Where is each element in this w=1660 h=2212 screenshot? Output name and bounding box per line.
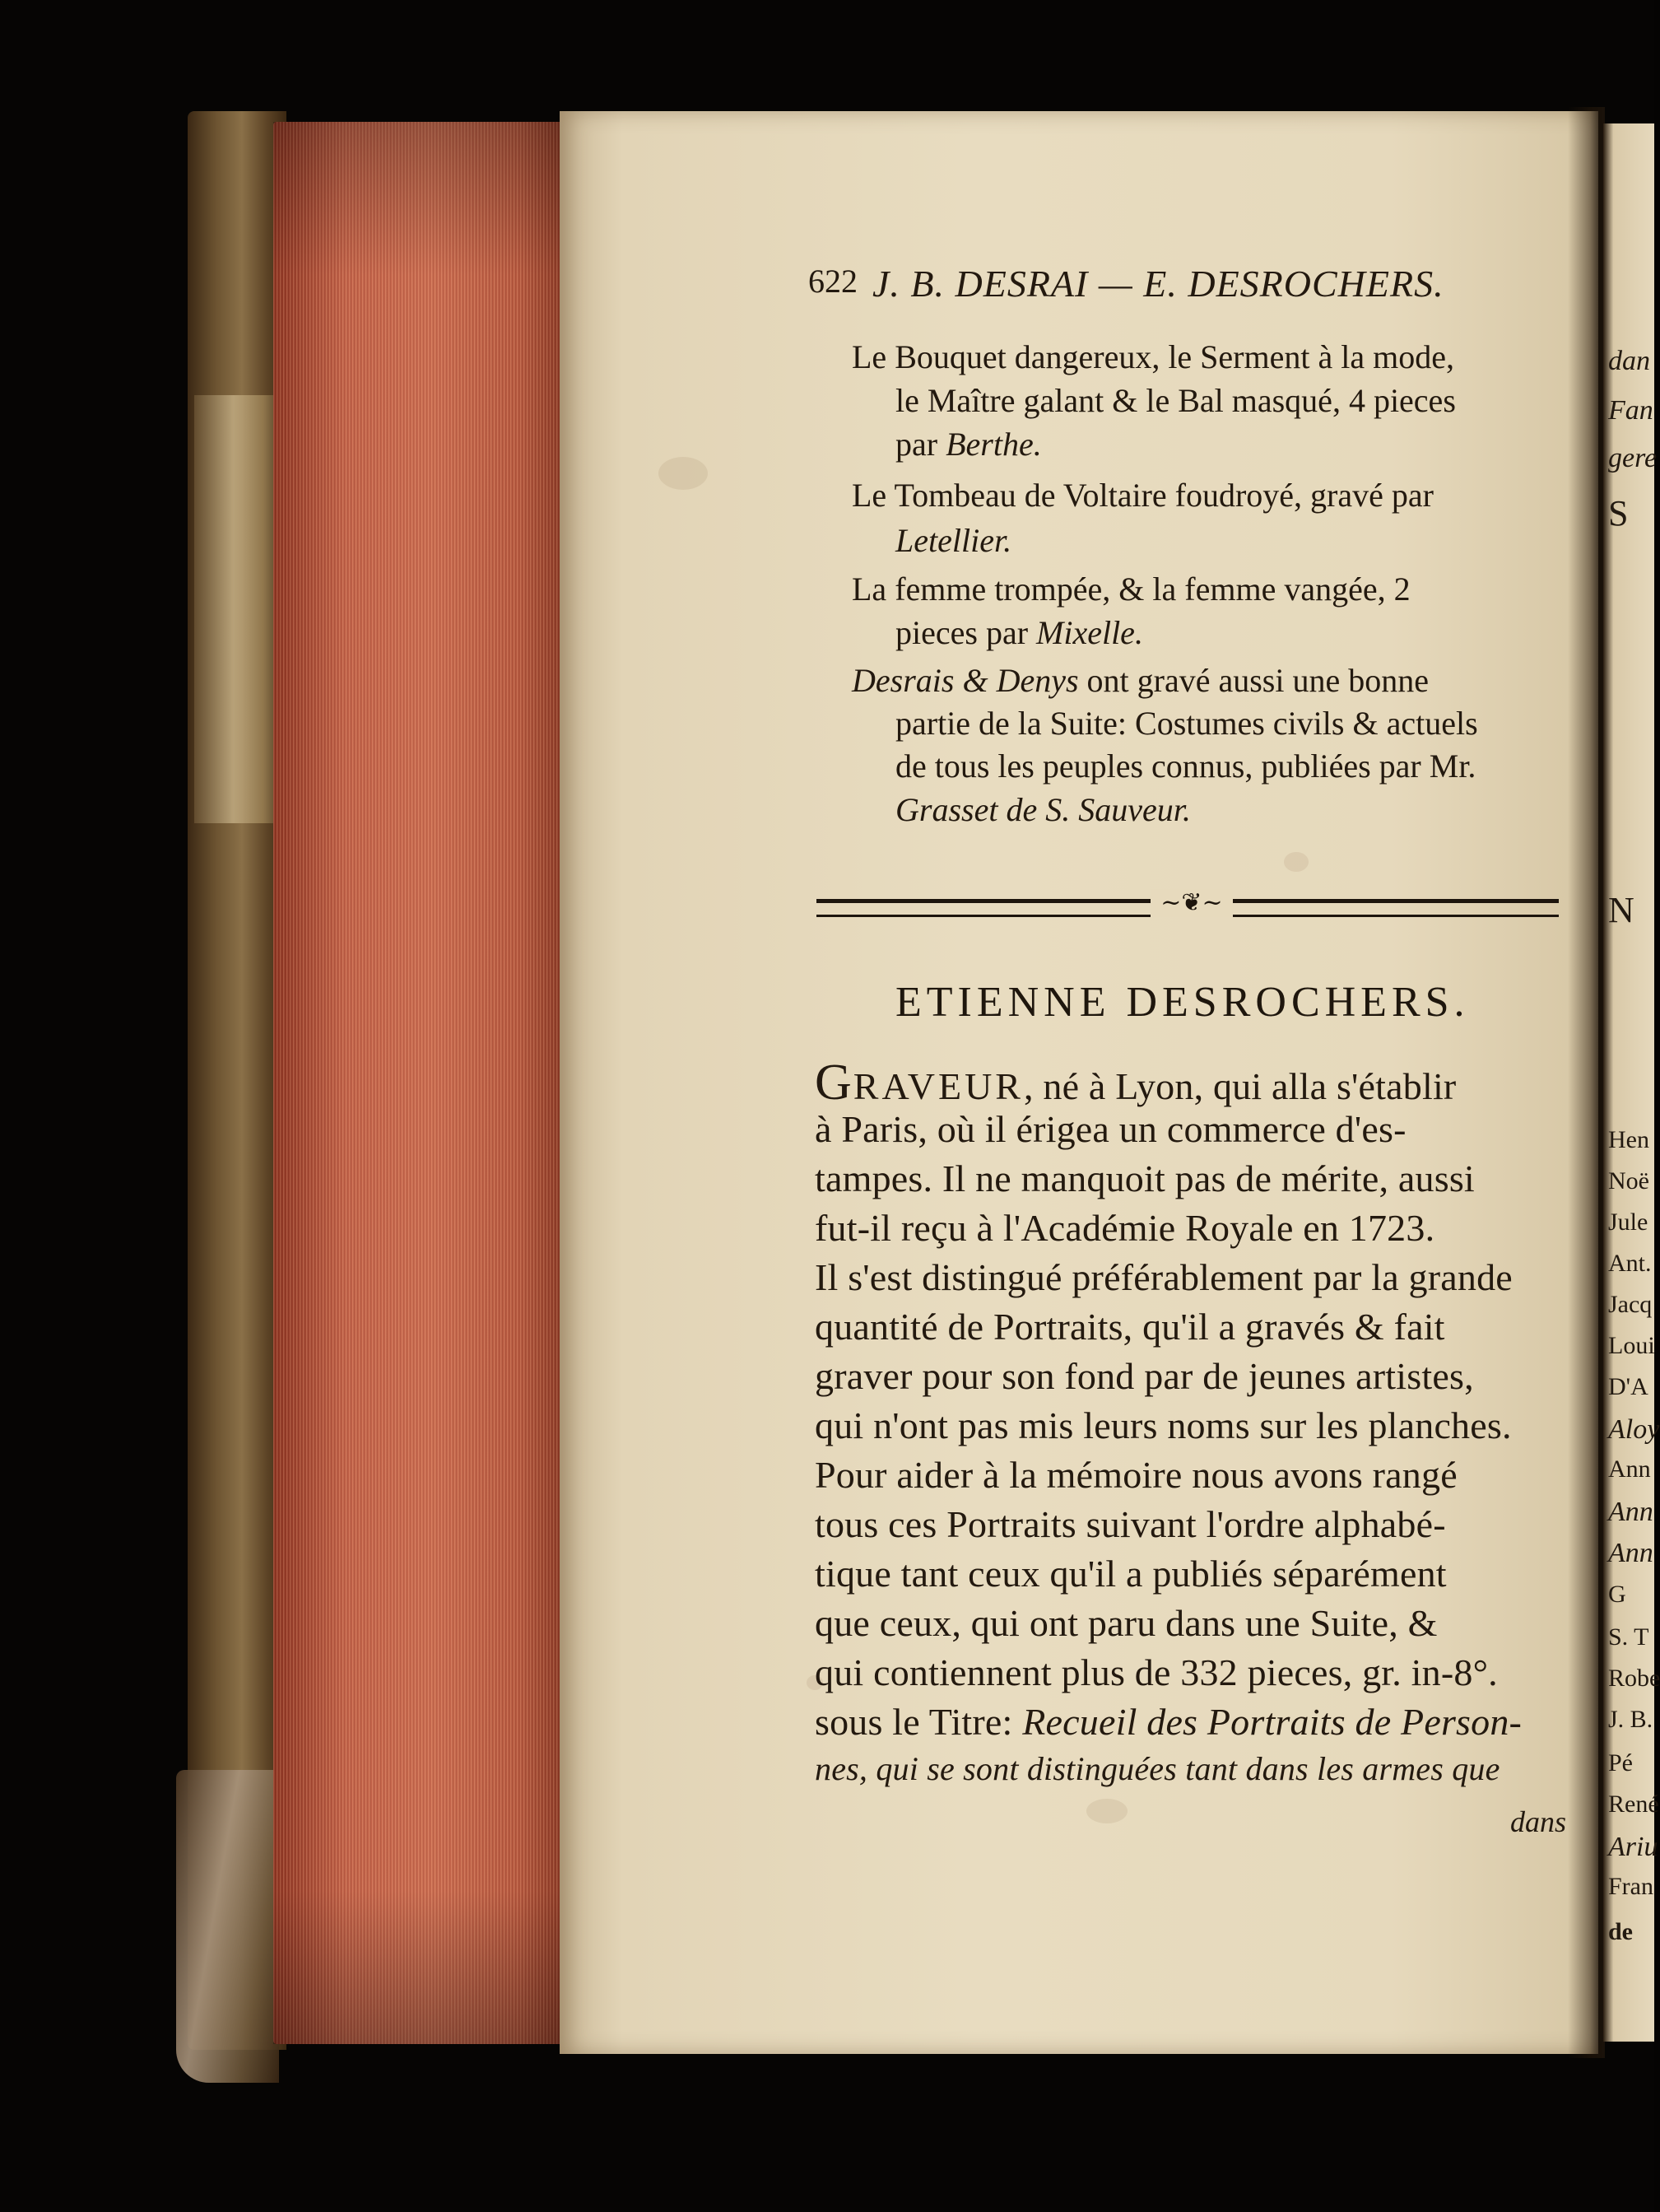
next-page-fragment: Ant. [1608, 1250, 1652, 1277]
next-page-fragment: Aloy [1608, 1414, 1660, 1445]
entry-line: le Maître galant & le Bal masqué, 4 pieces [895, 382, 1456, 419]
entry-line: Desrais & Denys ont gravé aussi une bonne [852, 662, 1429, 699]
next-page-fragment: Pé [1608, 1749, 1633, 1777]
body-line: tampes. Il ne manquoit pas de mérite, aussi [815, 1157, 1475, 1199]
next-page-fragment: J. B. [1608, 1706, 1653, 1733]
entry-line: partie de la Suite: Costumes civils & actuels [895, 705, 1478, 742]
body-line: graver pour son fond par de jeunes artistes, [815, 1355, 1474, 1397]
body-line: Il s'est distingué préférablement par la grande [815, 1256, 1513, 1298]
body-line: tique tant ceux qu'il a publiés séparément [815, 1553, 1447, 1595]
next-page-fragment: Ann [1608, 1538, 1653, 1568]
next-page-fragment: Ann [1608, 1455, 1651, 1483]
next-page-fragment: Fran [1608, 1873, 1653, 1900]
next-page-fragment: D'A [1608, 1373, 1648, 1400]
fleuron-ornament-icon: ~❦~ [1151, 889, 1233, 917]
page-gutter-shadow [1568, 107, 1605, 2058]
body-line: à Paris, où il érigea un commerce d'es- [815, 1108, 1407, 1150]
cover-wear-upper [194, 395, 281, 823]
running-title: J. B. DESRAI — E. DESROCHERS. [872, 263, 1444, 305]
entry-line: Grasset de S. Sauveur. [895, 791, 1191, 828]
body-line: qui n'ont pas mis leurs noms sur les planches. [815, 1404, 1512, 1446]
body-line: GRAVEUR, né à Lyon, qui alla s'établir [815, 1055, 1457, 1111]
next-page-fragment: de [1608, 1918, 1633, 1945]
next-page-edge [1603, 123, 1660, 2042]
page-edges-shadow [273, 122, 561, 2044]
body-line: Pour aider à la mémoire nous avons rangé [815, 1454, 1458, 1496]
next-page-fragment: N [1608, 890, 1634, 930]
body-line: tous ces Portraits suivant l'ordre alphabé- [815, 1503, 1446, 1545]
next-page-fragment: Ariu [1608, 1832, 1658, 1862]
next-page-fragment: Hen [1608, 1126, 1649, 1153]
next-page-fragment: G [1608, 1581, 1626, 1608]
next-page-fragment: Fan [1608, 395, 1653, 426]
body-line: quantité de Portraits, qu'il a gravés & fait [815, 1306, 1445, 1348]
entry-line: pieces par Mixelle. [895, 614, 1143, 651]
next-page-fragment: S [1608, 493, 1629, 533]
body-line: que ceux, qui ont paru dans une Suite, & [815, 1602, 1438, 1644]
next-page-fragment: René [1608, 1791, 1659, 1818]
next-page-fragment: Loui [1608, 1332, 1655, 1359]
next-page-fragment: dan [1608, 346, 1650, 376]
entry-line: La femme trompée, & la femme vangée, 2 [852, 570, 1411, 608]
next-page-fragment: Jacq [1608, 1291, 1653, 1318]
body-line: qui contiennent plus de 332 pieces, gr. in-8°. [815, 1651, 1498, 1693]
entry-line: de tous les peuples connus, publiées par Mr. [895, 747, 1476, 785]
entry-line: Le Bouquet dangereux, le Serment à la mode, [852, 338, 1454, 375]
catchword: dans [1510, 1805, 1567, 1838]
body-line: sous le Titre: Recueil des Portraits de Person- [815, 1701, 1523, 1743]
next-page-fragment: Jule [1608, 1208, 1648, 1236]
next-page-fragment: Robe [1608, 1665, 1660, 1692]
entry-line: par Berthe. [895, 426, 1042, 463]
cover-wear-lower [176, 1770, 279, 2083]
section-title: ETIENNE DESROCHERS. [895, 979, 1470, 1026]
entry-line: Letellier. [895, 522, 1012, 559]
page-number: 622 [808, 263, 858, 300]
next-page-fragment: Noë [1608, 1167, 1649, 1194]
next-page-fragment: Ann [1608, 1497, 1653, 1527]
next-page-fragment: S. T [1608, 1623, 1649, 1651]
body-line: fut-il reçu à l'Académie Royale en 1723. [815, 1207, 1435, 1249]
next-page-fragment: gere [1608, 443, 1658, 473]
entry-line: Le Tombeau de Voltaire foudroyé, gravé par [852, 477, 1434, 514]
body-line: nes, qui se sont distinguées tant dans les armes que [815, 1750, 1500, 1787]
